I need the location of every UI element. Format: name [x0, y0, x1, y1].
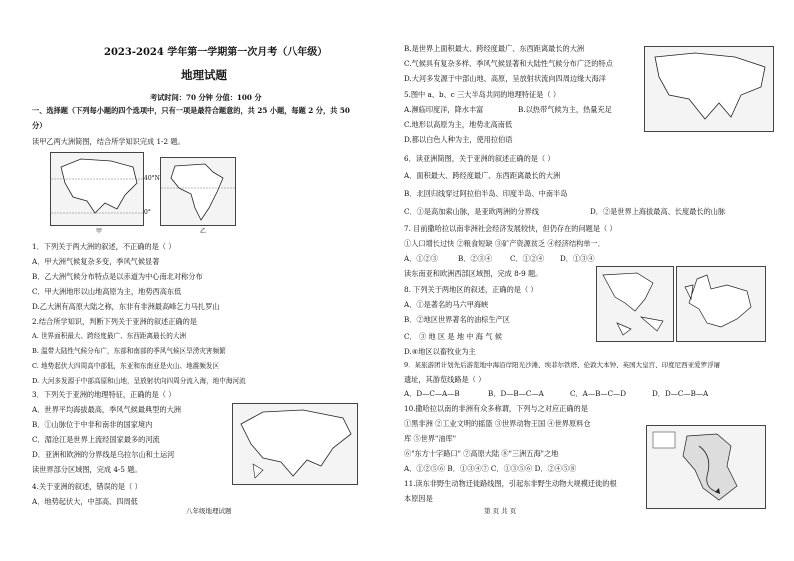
q10-options: A．①②⑤⑥ B．①③④⑦ C．①③⑤⑥ D．②④⑤⑧ [404, 464, 577, 473]
q1-option-c: C．甲大洲地形以山地高原为主，地势西高东低 [32, 287, 182, 296]
q10-items-1: ①黑非洲 ②工业文明的摇篮 ③世界动物王国 ④世界原料仓 [404, 419, 591, 428]
asia-outline-image [51, 153, 143, 225]
q5-option-c: C.地形以高原为主，地势北高南低 [404, 120, 513, 129]
left-footer: 八年级地理试题 [186, 507, 232, 515]
right-footer: 第 页 共 页 [484, 507, 517, 515]
question-3: 3．下列关于亚洲的地理特征，正确的是（ ） [32, 390, 176, 399]
left-page [0, 0, 385, 561]
peninsula-image [645, 47, 773, 131]
q5-option-a: A.濒临印度洋，降水丰富 [404, 105, 484, 114]
q4-option-a: A．地势起伏大，中部高、四周低 [32, 497, 138, 506]
q8-option-b: B．②地区世界著名的油棕生产区 [404, 315, 510, 324]
q6-option-d: D．②是世界上海拔最高、长度最长的山脉 [590, 207, 726, 216]
southeast-asia-map [596, 266, 674, 342]
east-africa-migration-image [647, 426, 765, 508]
exam-title: 2023-2024 学年第一学期第一次月考（八年级） [104, 47, 328, 58]
world-region-image [233, 404, 357, 484]
q4-option-b: B.是世界上面积最大、跨经度最广、东西距离最长的大洲 [404, 44, 585, 53]
question-8: 8. 下列关于两地区的叙述，正确的是（ ） [404, 285, 538, 294]
question-11-cont: 本原因是 [404, 494, 433, 503]
intro-8-9: 读东南亚和欧洲西部区域图，完成 8-9 题。 [404, 269, 543, 278]
q6-option-a: A．面积最大、跨经度最广、东西距离最长的大洲 [404, 171, 561, 180]
right-page [400, 0, 785, 561]
world-region-map [232, 403, 358, 485]
q8-option-a: A．①是著名的马六甲海峡 [404, 300, 489, 309]
q5-option-b: B.以热带气候为主，热量充足 [518, 105, 612, 114]
lat-0-label: 0° [144, 209, 151, 216]
q9-option-b: B．D—B—C—A [488, 389, 544, 398]
map-yi-label: 乙 [200, 228, 207, 235]
lat-40n-label: 40°N [144, 175, 160, 182]
map-jia-label: 甲 [96, 228, 103, 235]
q1-option-b: B．乙大洲气候分布特点是以赤道为中心南北对称分布 [32, 272, 203, 281]
q8-option-c: C． ③ 地 区 是 地 中 海 气 候 [404, 332, 502, 341]
question-10: 10.撒哈拉以南的非洲有众多称谓，下列与之对应正确的是 [404, 404, 588, 413]
q10-items-3: ⑥"东方十字路口" ⑦高原大陆 ⑧"三洲五海"之地 [404, 449, 559, 458]
intro-4-5: 读世界部分区域图，完成 4-5 题。 [32, 465, 142, 474]
q1-option-d: D.乙大洲有高原大陆之称，东非有非洲最高峰乞力马扎罗山 [32, 302, 220, 311]
question-2: 2.结合所学知识，判断下列关于亚洲的叙述正确的是 [32, 317, 197, 326]
q4-option-c: C.气候具有复杂多样、季风气候显著和大陆性气候分布广泛的特点 [404, 59, 613, 68]
section-heading: 一、选择题（下列每小题的四个选项中，只有一项是最符合题意的，共 25 小题，每题 2 分，共 50 [32, 106, 350, 115]
q5-option-d: D.都以白色人种为主，使用拉伯语 [404, 135, 513, 144]
q6-option-c: C．①是高加索山脉，是亚欧两洲的分界线 [404, 207, 539, 216]
east-africa-migration-map [646, 425, 766, 509]
q9-option-a: A．D—C—A—B [404, 389, 460, 398]
question-1: 1．下列关于两大洲的叙述，不正确的是（ ） [32, 242, 176, 251]
q7-option-c: C．①②④ [510, 254, 545, 263]
question-6: 6．读亚洲简图，关于亚洲的叙述正确的是（ ） [404, 154, 555, 163]
q2-option-a: A. 世界面积最大、跨经度最广、东西距离最长的大洲 [32, 332, 187, 340]
subject-title: 地理试题 [181, 68, 227, 82]
peninsula-map [644, 46, 774, 132]
q3-option-c: C．湄沧江是世界上流经国家最多的河流 [32, 435, 160, 444]
q3-option-d: D．亚洲和欧洲的分界线是乌拉尔山和土运河 [32, 450, 175, 459]
africa-outline-image [161, 158, 235, 225]
question-5: 5.图中 a、b、c 三大半岛共同的地理特征是（ ） [404, 90, 561, 99]
question-7: 7. 目前撒哈拉以南非洲社会经济发展较快，但仍存在的问题是（ ） [404, 224, 617, 233]
q2-option-b: B. 温带大陆性气候分布广，东部和南部的季风气候区旱涝灾害频繁 [32, 347, 226, 355]
q7-option-d: D．①③④ [560, 254, 595, 263]
western-europe-image [677, 267, 765, 341]
q8-option-d: D.④地区以畜牧业为主 [404, 347, 476, 356]
asia-map-jia [50, 152, 144, 226]
section-heading-cont: 分） [32, 121, 47, 130]
q9-option-c: C．A—B—C—D [570, 389, 626, 398]
question-9-cont: 遗址，其游览线路是（ ） [404, 375, 486, 384]
q1-option-a: A．甲大洲气候复杂多变，季风气候显著 [32, 257, 160, 266]
q2-option-c: C. 地势起伏大四周高中部低，东亚和东南亚是火山、地震频发区 [32, 362, 220, 370]
q7-option-b: B．②③④ [458, 254, 493, 263]
question-11: 11.读东非野生动物迁徙路线图，引起东非野生动物大规模迁徙的根 [404, 479, 617, 488]
question-9: 9．某旅游团计划先后游览地中海沿岸阳光沙滩、埃菲尔铁塔、伦敦大本钟、英国大皇宫、印度尼西亚爱罗浮屠 [404, 361, 721, 369]
intro-1-2: 读甲乙两大洲简图，结合所学知识完成 1-2 题。 [32, 137, 185, 146]
western-europe-map [676, 266, 766, 342]
q7-items: ①人口增长过快 ②粮食短缺 ③矿产资源贫乏 ④经济结构单一． [404, 239, 605, 248]
q6-option-b: B．北回归线穿过阿拉伯半岛、印度半岛、中南半岛 [404, 189, 568, 198]
africa-map-yi [160, 157, 236, 226]
question-4: 4.关于亚洲的叙述，错误的是（ ） [32, 482, 142, 491]
q2-option-d: D. 大河多发源于中部高原和山地，呈放射状向四周分流入海，地中海河流 [32, 377, 246, 385]
q7-option-a: A．①②③ [404, 254, 438, 263]
q3-option-a: A．世界平均海拔最高，季风气候最典型的大洲 [32, 405, 181, 414]
q3-option-b: B．①山脉位于中非和南非的国家境内 [32, 420, 153, 429]
q10-items-2: 库 ⑤世界"油库" [404, 434, 457, 443]
exam-info: 考试时间：70 分钟 分值：100 分 [150, 93, 262, 102]
q9-option-d: D．D—C—B—A [652, 389, 709, 398]
southeast-asia-image [597, 267, 673, 341]
q4-option-d: D.大河多发源于中部山地、高原，呈放射状流向四周边缘大海洋 [404, 74, 606, 83]
